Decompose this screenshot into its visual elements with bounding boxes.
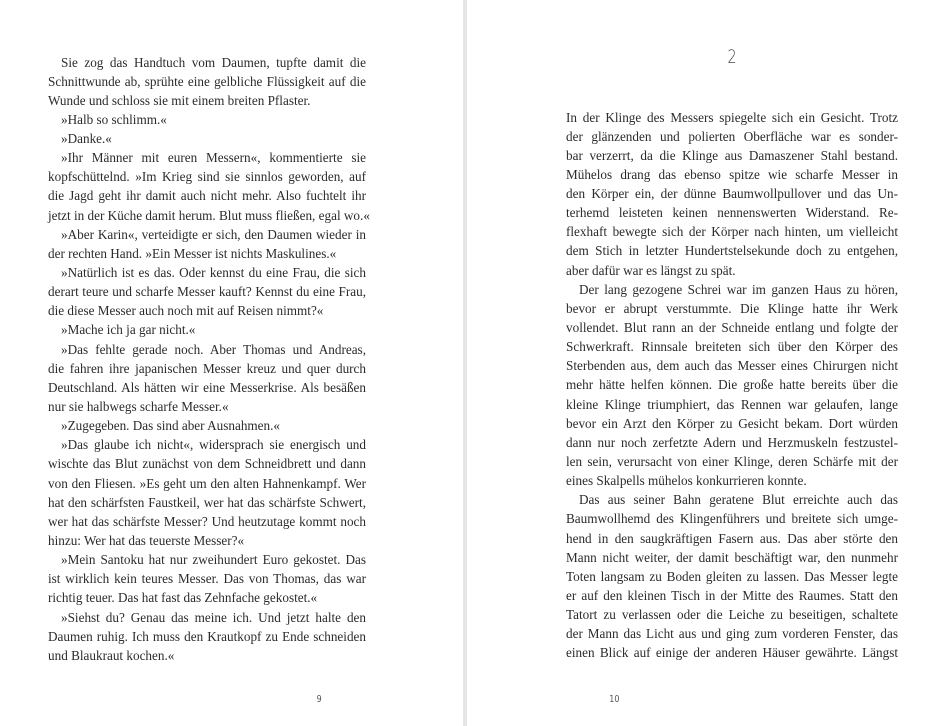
text-line: und Blaukraut kochen.« [48, 647, 175, 663]
text-line: hat den schärfsten Faustkeil, wer hat das schärfste Schwert, [48, 494, 366, 510]
text-line: Daumen ruhig. Ich muss den Krautkopf zu Ende schneiden [48, 628, 366, 644]
text-line: »Mache ich ja gar nicht.« [61, 322, 196, 338]
text-line: der rechten Hand. »Ein Messer ist nichts Maskulines.« [48, 245, 337, 261]
text-line: dann nur noch zerfetzte Adern und Herzmuskeln festzustel- [566, 434, 898, 450]
text-line: kopfschüttelnd. »Im Krieg sind sie sinnlos geworden, auf [48, 169, 366, 185]
text-line: hend in den saugkräftigen Fasern aus. Das aber störte den [566, 530, 898, 546]
text-line: Deutschland. Als hätten wir eine Messerkrise. Als besäßen [48, 379, 366, 395]
text-line: vollendet. Blut rann an der Schneide entlang und folgte der [566, 320, 898, 336]
text-line: ist wirklich kein teures Messer. Das von Thomas, das war [48, 571, 366, 587]
text-line: hinzu: Wer hat das teuerste Messer?« [48, 533, 245, 549]
text-line: Tatort zu verlassen oder die Leiche zu beseitigen, schaltete [566, 607, 898, 623]
text-line: die fahren ihre japanischen Messer kreuz und quer durch [48, 360, 366, 376]
text-line: »Mein Santoku hat nur zweihundert Euro gekostet. Das [61, 552, 366, 568]
text-line: wer hat das schärfste Messer? Und heutzutage kommt noch [48, 513, 366, 529]
text-line: Baumwollhemd des Klingenführers und breitete sich umge- [566, 511, 898, 527]
text-line: der Mann das Licht aus und ging zum vorderen Fenster, das [566, 626, 898, 642]
text-line: Schwerkraft. Rinnsale breiteten sich über den Körper des [566, 339, 898, 355]
text-line: nur sie halbwegs scharfe Messer.« [48, 399, 229, 415]
text-line: er auf den kleinen Tisch in der Mitte des Raumes. Statt den [566, 588, 898, 604]
text-line: »Halb so schlimm.« [61, 111, 167, 127]
text-line: terhemd leisteten keinen nennenswerten Widerstand. Re- [566, 205, 898, 221]
text-line: Wunde und schloss sie mit einem breiten Pflaster. [48, 92, 311, 108]
right-page-text [566, 108, 898, 663]
text-line: »Aber Karin«, verteidigte er sich, den Daumen wieder in [61, 226, 366, 242]
text-line: Sterbenden aus, dem auch das Messer eines Chirurgen nicht [566, 358, 898, 374]
text-line: Schnittwunde ab, sprühte eine gelbliche Flüssigkeit auf die [48, 73, 366, 89]
text-line: »Siehst du? Genau das meine ich. Und jetzt halte den [61, 609, 366, 625]
text-line: Toten langsam zu Boden gleiten zu lassen. Das Messer legte [566, 568, 898, 584]
text-line: dem Stich in letzter Hundertstelsekunde doch zu entgehen, [566, 243, 898, 259]
text-line: bar verzerrt, da die Klinge aus Damaszener Stahl bestand. [566, 147, 898, 163]
text-line: »Danke.« [61, 131, 112, 147]
text-line: den Körper ein, der dünne Baumwollpullover und das Un- [566, 186, 898, 202]
text-line: Der lang gezogene Schrei war im ganzen Haus zu hören, [579, 281, 898, 297]
text-line: »Das fehlte gerade noch. Aber Thomas und Andreas, [61, 341, 366, 357]
page-number: 9 [316, 694, 322, 705]
text-line: »Zugegeben. Das sind aber Ausnahmen.« [61, 418, 281, 434]
text-line: mehr hätte helfen können. Die große hatte bereits über die [566, 377, 898, 393]
chapter-number: 2 [727, 46, 737, 68]
text-line: Das aus seiner Bahn geratene Blut erreichte auch das [579, 492, 898, 508]
right-page [467, 0, 947, 726]
text-line: »Natürlich ist es das. Oder kennst du eine Frau, die sich [61, 265, 366, 281]
text-line: Mühelos drang das ebenso spitze wie scharfe Messer in [566, 166, 898, 182]
text-line: len sein, verursacht von einer Klinge, deren Schärfe mit der [566, 454, 898, 470]
text-line: bevor er abrupt verstummte. Die Klinge hatte ihr Werk [566, 300, 898, 316]
text-line: der glänzenden und polierten Oberfläche war es sonder- [566, 128, 898, 144]
text-line: einen Blick auf einige der anderen Häuser gewährte. Längst [566, 645, 898, 661]
left-page-text [48, 53, 370, 666]
text-line: die Jagd geht ihr damit auch nicht mehr. Also fuchtelt ihr [48, 188, 366, 204]
text-line: richtig teuer. Das hat fast das Zehnfache gekostet.« [48, 590, 318, 606]
text-line: derart teure und scharfe Messer kauft? Kennst du eine Frau, [48, 284, 366, 300]
text-line: jetzt in der Küche damit herum. Blut muss fließen, egal wo.« [48, 207, 370, 223]
left-page [0, 0, 463, 726]
text-line: »Ihr Männer mit euren Messern«, kommentierte sie [61, 150, 366, 166]
text-line: Mann nicht weiter, der damit beschäftigt war, den nunmehr [566, 549, 898, 565]
text-line: von den Fliesen. »Es geht um den alten Hahnenkampf. Wer [48, 475, 366, 491]
text-line: In der Klinge des Messers spiegelte sich ein Gesicht. Trotz [566, 109, 898, 125]
text-line: »Das glaube ich nicht«, widersprach sie energisch und [61, 437, 366, 453]
text-line: bevor ein Arzt den Körper zu Gesicht bekam. Dort würden [566, 415, 898, 431]
text-line: kleine Klinge triumphiert, das Rennen war gelaufen, lange [566, 396, 898, 412]
page-number: 10 [609, 694, 620, 705]
text-line: flexhaft bewegte sich der Körper nach hinten, um vielleicht [566, 224, 898, 240]
text-line: die diese Messer auch noch mit auf Reisen nimmt?« [48, 303, 324, 319]
text-line: wischte das Blut zunächst von dem Schneidbrett und dann [48, 456, 366, 472]
text-line: aber dafür war es längst zu spät. [566, 262, 736, 278]
text-line: eines Skalpells mühelos konkurrieren konnte. [566, 473, 807, 489]
text-line: Sie zog das Handtuch vom Daumen, tupfte damit die [61, 54, 366, 70]
